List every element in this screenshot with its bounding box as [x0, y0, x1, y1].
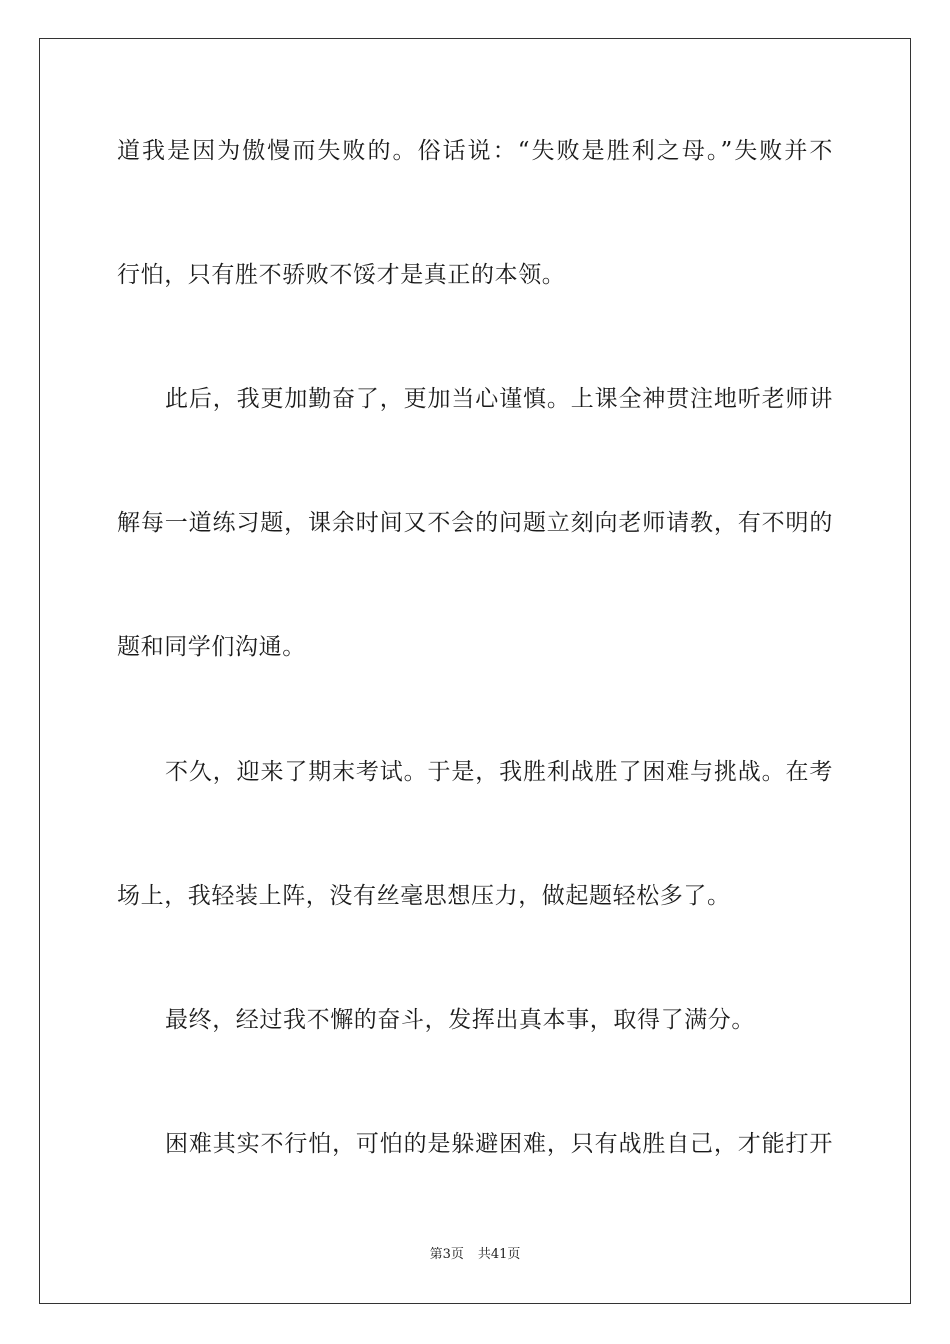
page-total: 共41页 — [477, 1247, 521, 1262]
page-border — [39, 38, 911, 1304]
paragraph-line: 行怕，只有胜不骄败不馁才是真正的本领。 — [117, 262, 566, 288]
page-number: 第3页 — [429, 1247, 464, 1262]
paragraph-line: 最终，经过我不懈的奋斗，发挥出真本事，取得了满分。 — [165, 1007, 755, 1033]
paragraph-line: 不久，迎来了期末考试。于是，我胜利战胜了困难与挑战。在考 — [165, 759, 833, 785]
paragraph-line: 题和同学们沟通。 — [117, 634, 306, 660]
paragraph-line: 场上，我轻装上阵，没有丝毫思想压力，做起题轻松多了。 — [117, 883, 731, 909]
paragraph-line: 此后，我更加勤奋了，更加当心谨慎。上课全神贯注地听老师讲 — [165, 386, 833, 412]
paragraph-line: 道我是因为傲慢而失败的。俗话说：“失败是胜利之母。”失败并不 — [117, 138, 833, 164]
page-footer — [0, 1245, 950, 1265]
paragraph-line: 困难其实不行怕，可怕的是躲避困难，只有战胜自己，才能打开 — [165, 1131, 833, 1157]
paragraph-line: 解每一道练习题，课余时间又不会的问题立刻向老师请教，有不明的 — [117, 510, 833, 536]
